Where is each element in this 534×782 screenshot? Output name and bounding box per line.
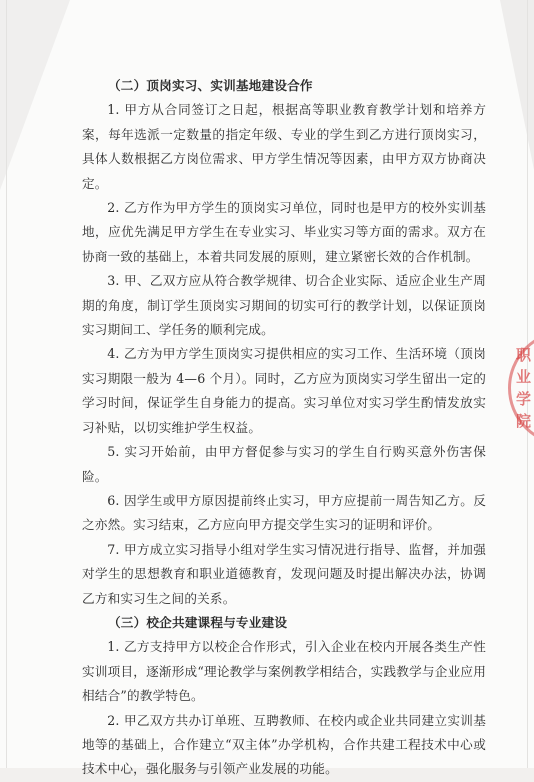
document-body — [82, 74, 486, 782]
scan-edge-left — [6, 0, 7, 768]
clause-2-2: 2. 乙方作为甲方学生的顶岗实习单位，同时也是甲方的校外实训基地，应优先满足甲方学生在专业实习、毕业实习等方面的需求。双方在协商一致的基础上，本着共同发展的原则，建立紧密长效的合作机制。 — [82, 200, 486, 264]
clause-2-7: 7. 甲方成立实习指导小组对学生实习情况进行指导、监督，并加强对学生的思想教育和职业道德教育，发现问题及时提出解决办法，协调乙方和实习生之间的关系。 — [82, 541, 486, 606]
clause-2-1: 1. 甲方从合同签订之日起，根据高等职业教育教学计划和培养方案，每年选派一定数量的指定年级、专业的学生到乙方进行顶岗实习，具体人数根据乙方岗位需求、甲方学生情况等因素，由甲方双方协商决定。 — [82, 102, 486, 191]
section-heading-internship: （二）顶岗实习、实训基地建设合作 — [108, 78, 313, 93]
clause-2-4: 4. 乙方为甲方学生顶岗实习提供相应的实习工作、生活环境（顶岗实习期限一般为 4—6 个月）。同时，乙方应为顶岗实习学生留出一定的学习时间，保证学生自身能力的提高。实习单位对实习学生酌情发放实习补贴，以切实维护学生权益。 — [82, 346, 486, 435]
folded-corner-top-right — [500, 0, 534, 170]
clause-2-6: 6. 因学生或甲方原因提前终止实习，甲方应提前一周告知乙方。反之亦然。实习结束，乙方应向甲方提交学生实习的证明和评价。 — [82, 492, 486, 533]
clause-3-1: 1. 乙方支持甲方以校企合作形式，引入企业在校内开展各类生产性实训项目，逐渐形成“理论教学与案例教学相结合，实践教学与企业应用相结合”的教学特色。 — [82, 639, 486, 704]
folded-corner-top-left — [0, 0, 70, 190]
clause-2-5: 5. 实习开始前，由甲方督促参与实习的学生自行购买意外伤害保险。 — [82, 444, 486, 484]
section-heading-curriculum: （三）校企共建课程与专业建设 — [108, 614, 288, 630]
red-seal-stamp — [508, 330, 534, 450]
seal-text: 职业学院 — [516, 346, 532, 430]
clause-2-3: 3. 甲、乙双方应从符合教学规律、切合企业实际、适应企业生产周期的角度，制订学生顶岗实习期间的切实可行的教学计划，以保证顶岗实习期间工、学任务的顺利完成。 — [82, 273, 486, 338]
clause-3-2: 2. 甲乙双方共办订单班、互聘教师、在校内或企业共同建立实训基地等的基础上，合作建立“双主体”办学机构，合作共建工程技术中心或技术中心，强化服务与引领产业发展的功能。 — [82, 712, 486, 777]
